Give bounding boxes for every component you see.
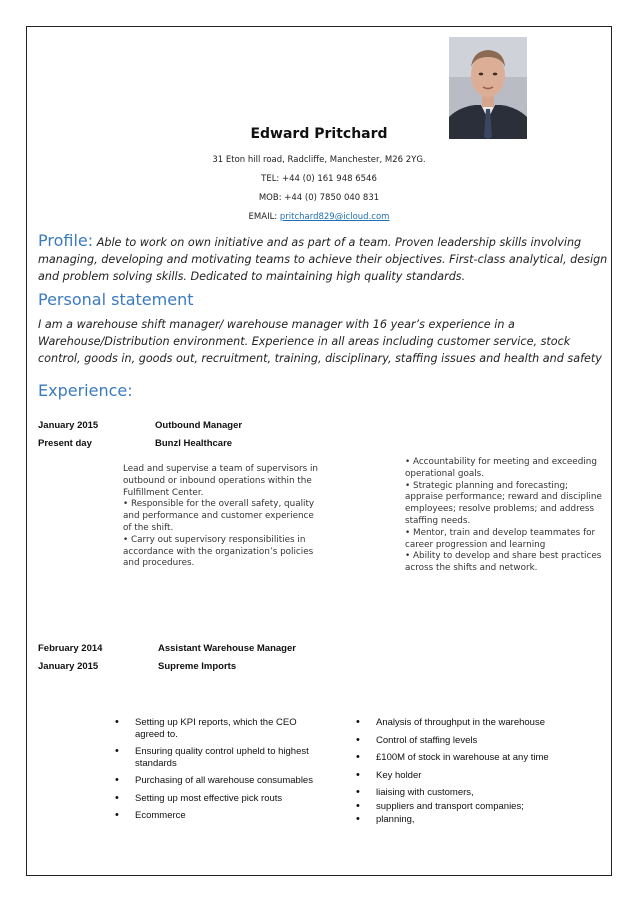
job2-right-bullets (354, 717, 559, 826)
candidate-name: Edward Pritchard (250, 126, 388, 142)
job2-title: Assistant Warehouse Manager (158, 643, 296, 654)
job1-title: Outbound Manager (155, 420, 243, 431)
list-item: • Setting up KPI reports, which the CEO agreed to. (113, 717, 318, 740)
profile-section (38, 232, 608, 285)
profile-photo (449, 37, 527, 139)
list-item: • Purchasing of all warehouse consumables (113, 775, 318, 787)
job2-left-bullets (113, 717, 318, 822)
statement-heading: Personal statement (38, 290, 194, 309)
email-label: EMAIL: (248, 212, 280, 222)
list-item: • liaising with customers, (354, 787, 559, 799)
list-item: • Key holder (354, 770, 559, 782)
job1-end-date: Present day (38, 438, 92, 449)
list-item: • Ensuring quality control upheld to highest standards (113, 746, 318, 769)
job2-company: Supreme Imports (158, 661, 237, 672)
email-link[interactable]: pritchard829@icloud.com (279, 212, 390, 222)
email-line (0, 212, 638, 222)
list-item: • Setting up most effective pick routs (113, 793, 318, 805)
list-item: • Analysis of throughput in the warehouse (354, 717, 559, 729)
profile-label: Profile: (38, 231, 94, 250)
job1-left-description: Lead and supervise a team of supervisors in outbound or inbound operations within the Fulfillment Center. • Responsible for the overall safety, quality and performance and customer experience of the shift. • Carry out supervisory responsibilities in accordance with the organization’s policies and procedures. (123, 464, 318, 569)
job2-end-date: January 2015 (38, 661, 99, 672)
telephone: TEL: +44 (0) 161 948 6546 (261, 174, 377, 184)
experience-heading: Experience: (38, 381, 133, 400)
address: 31 Eton hill road, Radcliffe, Manchester, M26 2YG. (212, 155, 426, 165)
job1-company: Bunzl Healthcare (155, 438, 233, 449)
list-item: • Ecommerce (113, 810, 318, 822)
profile-text: Able to work on own initiative and as part of a team. Proven leadership skills involving managing, developing and motivating teams to achieve their objectives. First-class analytical, design and problem solving skills. Dedicated to maintaining high quality standards. (38, 236, 608, 283)
job2-start-date: February 2014 (38, 643, 103, 654)
list-item: • planning, (354, 814, 559, 826)
job1-right-description: • Accountability for meeting and exceeding operational goals. • Strategic planning and forecasting; appraise performance; reward and discipline employees; resolve problems; and address staffing needs. • Mentor, train and develop teammates for career progression and learning • Ability to develop and share best practices across the shifts and network. (405, 457, 602, 574)
list-item: • suppliers and transport companies; (354, 801, 559, 813)
mobile: MOB: +44 (0) 7850 040 831 (258, 193, 380, 203)
portrait-image (449, 37, 527, 139)
job1-start-date: January 2015 (38, 420, 99, 431)
statement-text: I am a warehouse shift manager/ warehouse manager with 16 year’s experience in a Warehouse/Distribution environment. Experience in all areas including customer service, stock control, goods in, goods out, recruitment, training, disciplinary, staffing issues and health and safety (38, 318, 602, 365)
list-item: • £100M of stock in warehouse at any time (354, 752, 559, 764)
list-item: • Control of staffing levels (354, 735, 559, 747)
